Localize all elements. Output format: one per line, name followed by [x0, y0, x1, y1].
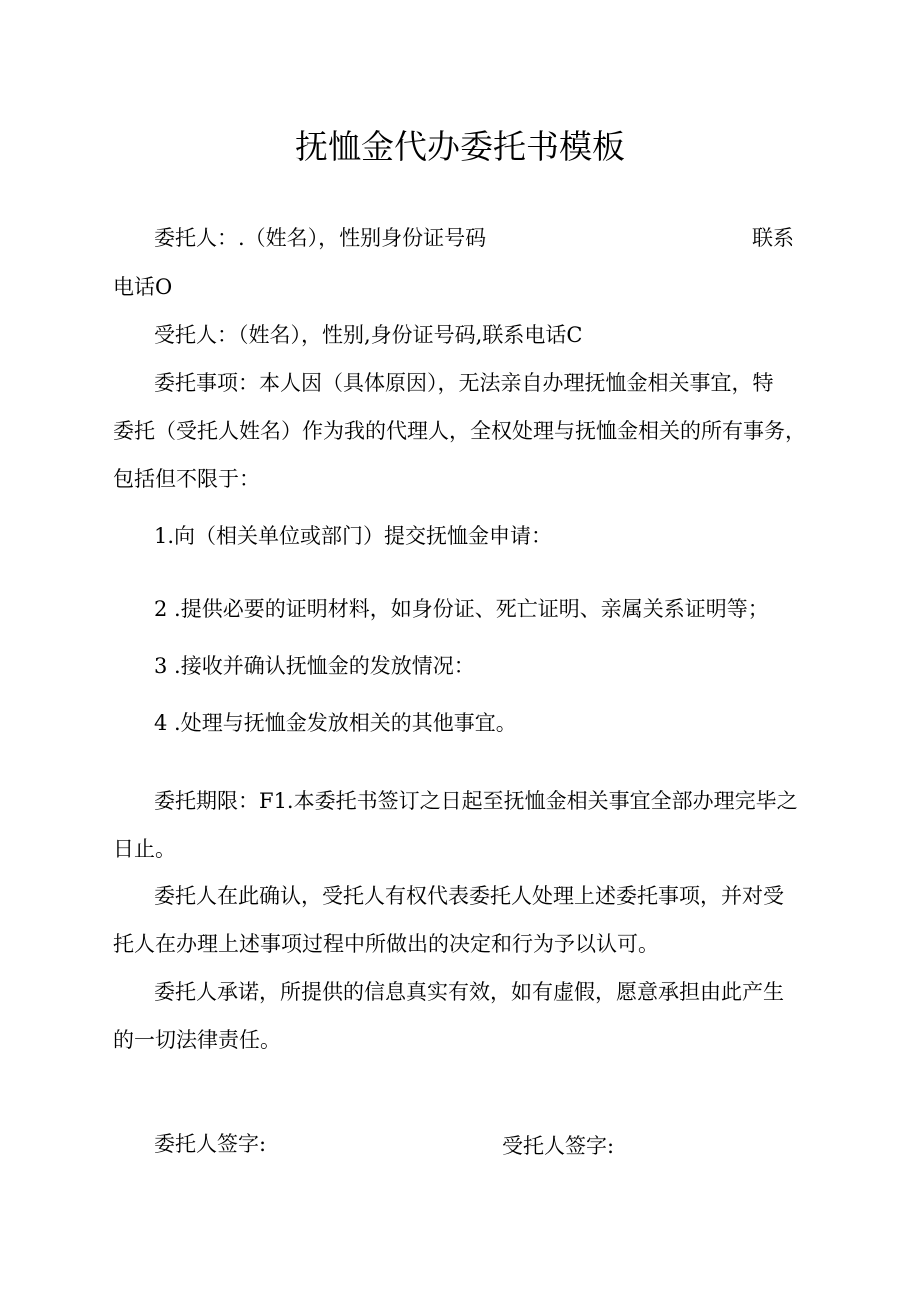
- term-line-1: 委托期限：F1.本委托书签订之日起至抚恤金相关事宜全部办理完毕之: [154, 789, 798, 813]
- confirm-line-2: 托人在办理上述事项过程中所做出的决定和行为予以认可。: [113, 932, 659, 956]
- list-item: 2 .提供必要的证明材料，如身份证、死亡证明、亲属关系证明等；: [154, 597, 769, 621]
- agent-line: 受托人：（姓名），性别,身份证号码,联系电话C: [154, 323, 583, 347]
- matter-line-1: 委托事项：本人因（具体原因），无法亲自办理抚恤金相关事宜，特: [154, 371, 774, 395]
- principal-line-1: 委托人：.（姓名），性别身份证号码: [154, 226, 487, 250]
- principal-signature-label: 委托人签字:: [154, 1132, 267, 1156]
- agent-signature-label: 受托人签字:: [502, 1134, 615, 1158]
- document-title: 抚恤金代办委托书模板: [295, 127, 625, 166]
- list-item: 4 .处理与抚恤金发放相关的其他事宜。: [154, 711, 517, 735]
- principal-line-2: 电话O: [113, 275, 173, 299]
- list-item: 1.向（相关单位或部门）提交抚恤金申请：: [154, 524, 553, 548]
- list-item: 3 .接收并确认抚恤金的发放情况：: [154, 654, 475, 678]
- term-line-2: 日止。: [113, 837, 176, 861]
- promise-line-2: 的一切法律责任。: [113, 1028, 281, 1052]
- promise-line-1: 委托人承诺，所提供的信息真实有效，如有虚假，愿意承担由此产生: [154, 980, 784, 1004]
- matter-line-3: 包括但不限于：: [113, 467, 260, 491]
- matter-line-2: 委托（受托人姓名）作为我的代理人，全权处理与抚恤金相关的所有事务，: [113, 419, 806, 443]
- confirm-line-1: 委托人在此确认，受托人有权代表委托人处理上述委托事项，并对受: [154, 884, 784, 908]
- principal-line-1-contact: 联系: [752, 226, 794, 250]
